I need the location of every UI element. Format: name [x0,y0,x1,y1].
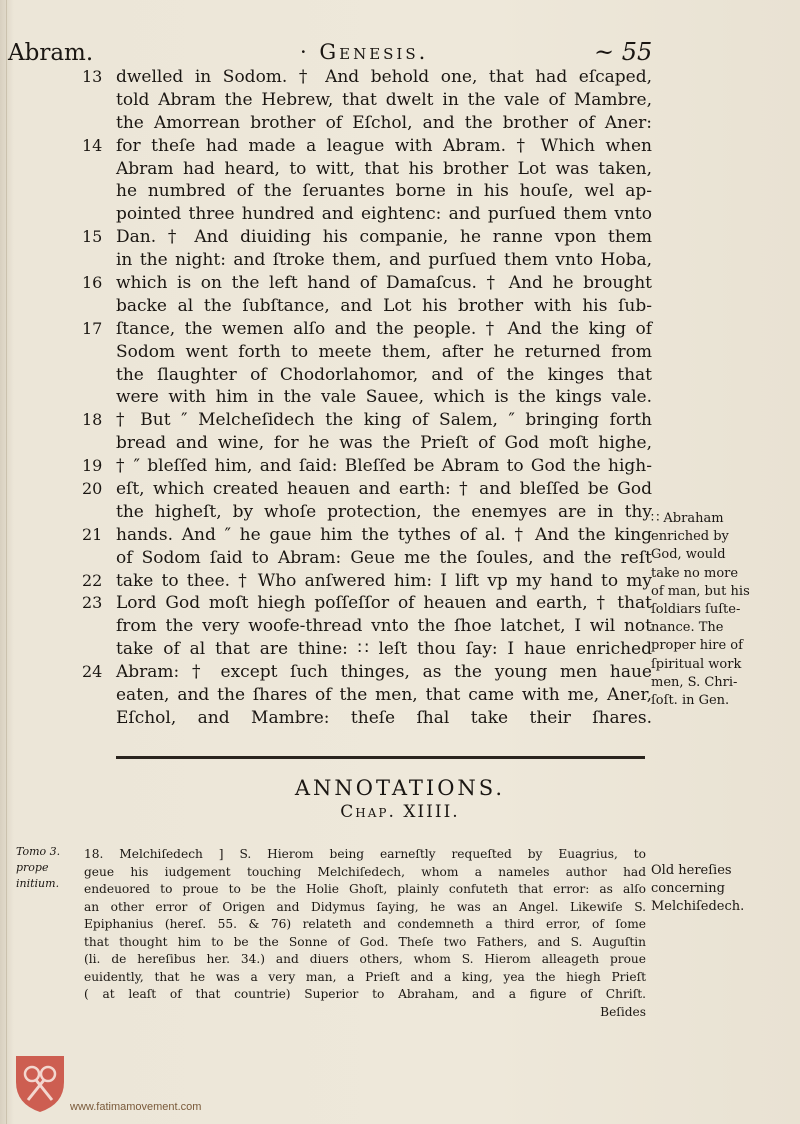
verse-number: 17 [82,318,103,338]
line-text: † But ″ Melcheſidech the king of Salem, ″ bringing forth [116,410,652,431]
line-text: the Amorrean brother of Eſchol, and the brother of Aner: [116,112,652,133]
text-line [82,180,652,203]
text-line [82,524,652,547]
verse-number: 23 [82,593,103,613]
line-text: Dan. † And diuiding his companie, he ranne vpon them [116,227,652,248]
text-line [82,547,652,570]
text-line [82,684,652,707]
line-text: told Abram the Hebrew, that dwelt in the vale of Mambre, [116,89,652,110]
text-line [82,707,652,730]
line-text: take to thee. † Who anſwered him: I lift vp my hand to my [116,570,652,591]
line-text: Abram: † except ſuch thinges, as the young men haue [116,662,652,683]
line-text: backe al the ſubſtance, and Lot his brother with his ſub- [116,295,652,316]
text-line [82,455,652,478]
line-text: take of al that are thine: ∷ leſt thou ſay: I haue enriched [116,639,652,660]
line-text: Sodom went forth to meete them, after he returned from [116,341,652,362]
verse-number: 22 [82,570,103,590]
text-line [82,501,652,524]
line-text: were with him in the vale Sauee, which is the kings vale. [116,387,652,408]
margin-note-line: proper hire of [651,638,743,654]
text-line [82,272,652,295]
line-text: in the night: and ſtroke them, and purſued them vnto Hoba, [116,250,652,271]
annotation-text [84,846,646,1021]
annotation-line: (li. de hereſibus her. 34.) and diuers others, whom S. Hierom alleageth proue [84,952,646,966]
text-line [82,570,652,593]
line-text: which is on the left hand of Damaſcus. † And he brought [116,273,652,294]
margin-note-line: nance. The [651,620,724,636]
text-line [82,158,652,181]
line-text: pointed three hundred and eightenc: and purſued them vnto [116,204,652,225]
verse-number: 15 [82,227,103,247]
annotation-line: euidently, that he was a very man, a Prieſt and a king, yea the hiegh Prieſt [84,969,646,984]
text-line [82,203,652,226]
text-line [82,478,652,501]
papal-keys-logo-icon [12,1052,68,1114]
line-text: of Sodom ſaid to Abram: Geue me the ſoules, and the reſt [116,547,652,568]
verse-number: 16 [82,273,103,293]
line-text: eaten, and the ſhares of the men, that came with me, Aner, [116,685,652,706]
text-line [82,409,652,432]
running-head-left: Abram. [8,40,94,66]
line-text: bread and wine, for he was the Prieſt of God moſt highe, [116,433,652,454]
book-title: · Genesis. [300,40,429,64]
text-line [82,112,652,135]
line-text: † ″ bleſſed him, and ſaid: Bleſſed be Abram to God the high- [116,456,652,477]
text-line [82,318,652,341]
annotations-chapter: Chap. XIIII. [340,802,460,822]
left-note-line: Tomo 3. [16,845,61,858]
line-text: Lord God moſt hiegh poſſeſſor of heauen and earth, † that [116,593,652,614]
left-note-line: initium. [16,877,60,890]
line-text: for theſe had made a league with Abram. † Which when [116,135,652,156]
text-line [82,638,652,661]
annotation-margin-line: Old hereſies [651,863,732,878]
scripture-text [82,66,652,730]
text-line [82,89,652,112]
line-text: Abram had heard, to witt, that his brother Lot was taken, [116,158,652,179]
footer-url[interactable]: www.fatimamovement.com [70,1101,202,1113]
annotation-left-margin-note [16,844,60,892]
text-line [82,386,652,409]
line-text: the higheſt, by whoſe protection, the enemyes are in thy [116,501,652,522]
text-line [82,226,652,249]
line-text: he numbred of the ſeruantes borne in his houſe, wel ap- [116,181,652,202]
left-note-line: prope [16,861,49,874]
verse-number: 13 [82,67,103,86]
verse-number: 24 [82,662,103,682]
margin-note-line: enriched by [651,529,729,545]
margin-note-line: God, would [651,547,726,563]
line-text: from the very woofe-thread vnto the ſhoe latchet, I wil not [116,616,652,637]
section-divider [116,756,645,759]
line-text: Eſchol, and Mambre: theſe ſhal take their ſhares. [116,707,652,728]
margin-note-line: take no more [651,565,739,581]
text-line [82,341,652,364]
margin-note [651,510,796,710]
verse-number: 19 [82,456,103,476]
line-text: eſt, which created heauen and earth: † and bleſſed be God [116,479,652,500]
text-line [82,592,652,615]
line-text: hands. And ″ he gaue him the tythes of al. † And the king [116,524,652,545]
annotations-title: ANNOTATIONS. [294,776,506,800]
text-line [82,66,652,89]
text-line [82,615,652,638]
annotation-line: that thought him to be the Sonne of God. Theſe two Fathers, and S. Auguſtin [84,934,646,949]
annotation-margin-note [651,862,796,916]
annotation-line: 18. Melchiſedech ] S. Hierom being earneſtly requeſted by Euagrius, to [84,847,646,861]
margin-note-line: ſpiritual work [651,656,742,672]
annotation-line: Epiphanius (hereſ. 55. & 76) relateth and condemneth a third error, of ſome [84,917,646,931]
margin-note-line: ſoldiars ſuſte- [651,602,741,618]
page-number: ~ 55 [594,38,653,66]
annotation-margin-line: Melchiſedech. [651,899,745,914]
text-line [82,364,652,387]
margin-note-line: ſoſt. in Gen. [651,693,730,709]
annotation-line: an other error of Origen and Didymus ſaying, he was an Angel. Likewiſe S. [84,899,646,914]
text-line [82,432,652,455]
text-line [82,295,652,318]
line-text: ſtance, the wemen alſo and the people. † And the king of [116,318,652,339]
margin-note-line: men, S. Chri- [651,674,738,690]
verse-number: 14 [82,135,103,155]
text-line [82,661,652,684]
margin-note-line: of man, but his [651,583,750,599]
line-text: dwelled in Sodom. † And behold one, that had eſcaped, [116,67,652,87]
margin-note-line: ∷ Abraham [651,511,724,526]
annotation-line: ( at leaſt of that countrie) Superior to Abraham, and a figure of Chriſt. [84,987,646,1001]
annotation-line: endeuored to proue to be the Holie Ghoſt, plainly confuteth that error: as alſo [84,882,646,896]
verse-number: 18 [82,410,103,430]
verse-number: 20 [82,479,103,499]
line-text: the ſlaughter of Chodorlahomor, and of the kinges that [116,364,652,385]
annotation-margin-line: concerning [651,881,725,896]
text-line [82,249,652,272]
catchword: Beſides [600,1004,646,1019]
annotation-line: geue his iudgement touching Melchiſedech, whom a nameles author had [84,864,646,879]
text-line [82,135,652,158]
verse-number: 21 [82,524,103,544]
